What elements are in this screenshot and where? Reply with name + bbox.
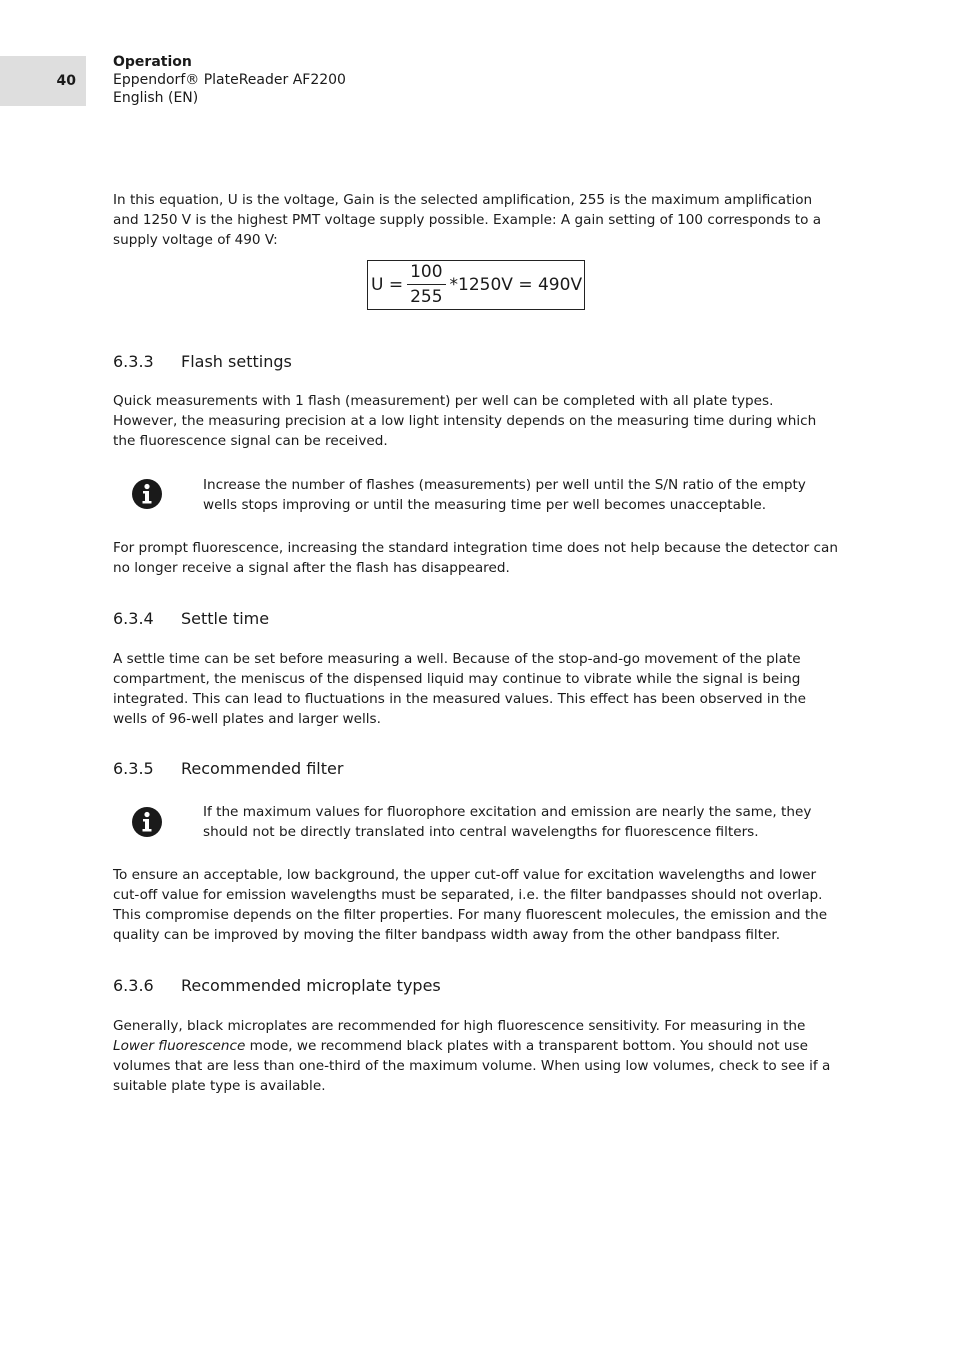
page-number: 40 [56, 73, 76, 89]
settle-paragraph-1: A settle time can be set before measuring a well. Because of the stop-and-go movement of the plate compartment, the meniscus of the dispensed liquid may continue to vibrate while the signal is being integrated. This can lead to fluctuations in the measured values. This effect has been observed in the wells of 96-well plates and larger wells. [113, 651, 806, 727]
chapter-title: Operation [113, 54, 192, 70]
section-number: 6.3.5 [113, 759, 154, 778]
section-number: 6.3.4 [113, 609, 154, 628]
formula-numerator: 100 [407, 262, 445, 285]
heading-flash-settings [113, 352, 292, 372]
page-number-tab [0, 56, 86, 106]
voltage-formula [367, 260, 585, 310]
info-icon [132, 479, 162, 509]
formula-fraction [407, 262, 445, 308]
lower-fluorescence-mode-term: Lower fluorescence [113, 1038, 246, 1054]
filter-paragraph-1: To ensure an acceptable, low background, the upper cut-off value for excitation wavelengths and lower cut-off value for emission wavelengths must be separated, i.e. the filter bandpasses should not overlap. This compromise depends on the filter properties. For many fluorescent molecules, the emission and the quality can be improved by moving the filter bandpass width away from the other bandpass filter. [113, 867, 828, 943]
microplate-text-a: Generally, black microplates are recommended for high fluorescence sensitivity. For measuring in the [113, 1018, 806, 1034]
section-number: 6.3.3 [113, 352, 154, 371]
microplate-text-b: mode, we recommend black plates with a transparent bottom. You should not use volumes that are less than one-third of the maximum volume. When using low volumes, check to see if a suitable plate type is available. [113, 1038, 831, 1094]
formula-rhs: *1250V = 490V [449, 275, 583, 295]
filter-note: If the maximum values for fluorophore excitation and emission are nearly the same, they should not be directly translated into central wavelengths for fluorescence filters. [203, 804, 812, 840]
section-title: Settle time [181, 609, 270, 628]
product-name: Eppendorf® PlateReader AF2200 [113, 72, 346, 88]
heading-recommended-microplate-types [113, 976, 441, 996]
flash-paragraph-2: For prompt fluorescence, increasing the standard integration time does not help because the detector can no longer receive a signal after the flash has disappeared. [113, 540, 838, 576]
formula-lhs: U = [371, 275, 404, 295]
info-icon [132, 807, 162, 837]
running-header [113, 53, 346, 107]
intro-paragraph: In this equation, U is the voltage, Gain is the selected amplification, 255 is the maximum amplification and 1250 V is the highest PMT voltage supply possible. Example: A gain setting of 100 corresponds to a supply voltage of 490 V: [113, 192, 822, 248]
formula-denominator: 255 [410, 287, 443, 307]
heading-settle-time [113, 609, 269, 629]
section-title: Recommended filter [181, 759, 344, 778]
flash-note: Increase the number of flashes (measurements) per well until the S/N ratio of the empty wells stops improving or until the measuring time per well becomes unacceptable. [203, 477, 806, 513]
language-label: English (EN) [113, 90, 199, 106]
section-number: 6.3.6 [113, 976, 154, 995]
flash-paragraph-1: Quick measurements with 1 flash (measurement) per well can be completed with all plate types. However, the measuring precision at a low light intensity depends on the measuring time during which the fluorescence signal can be received. [113, 393, 817, 449]
microplate-paragraph-1 [113, 1016, 841, 1096]
section-title: Recommended microplate types [181, 976, 441, 995]
section-title: Flash settings [181, 352, 292, 371]
heading-recommended-filter [113, 759, 343, 779]
